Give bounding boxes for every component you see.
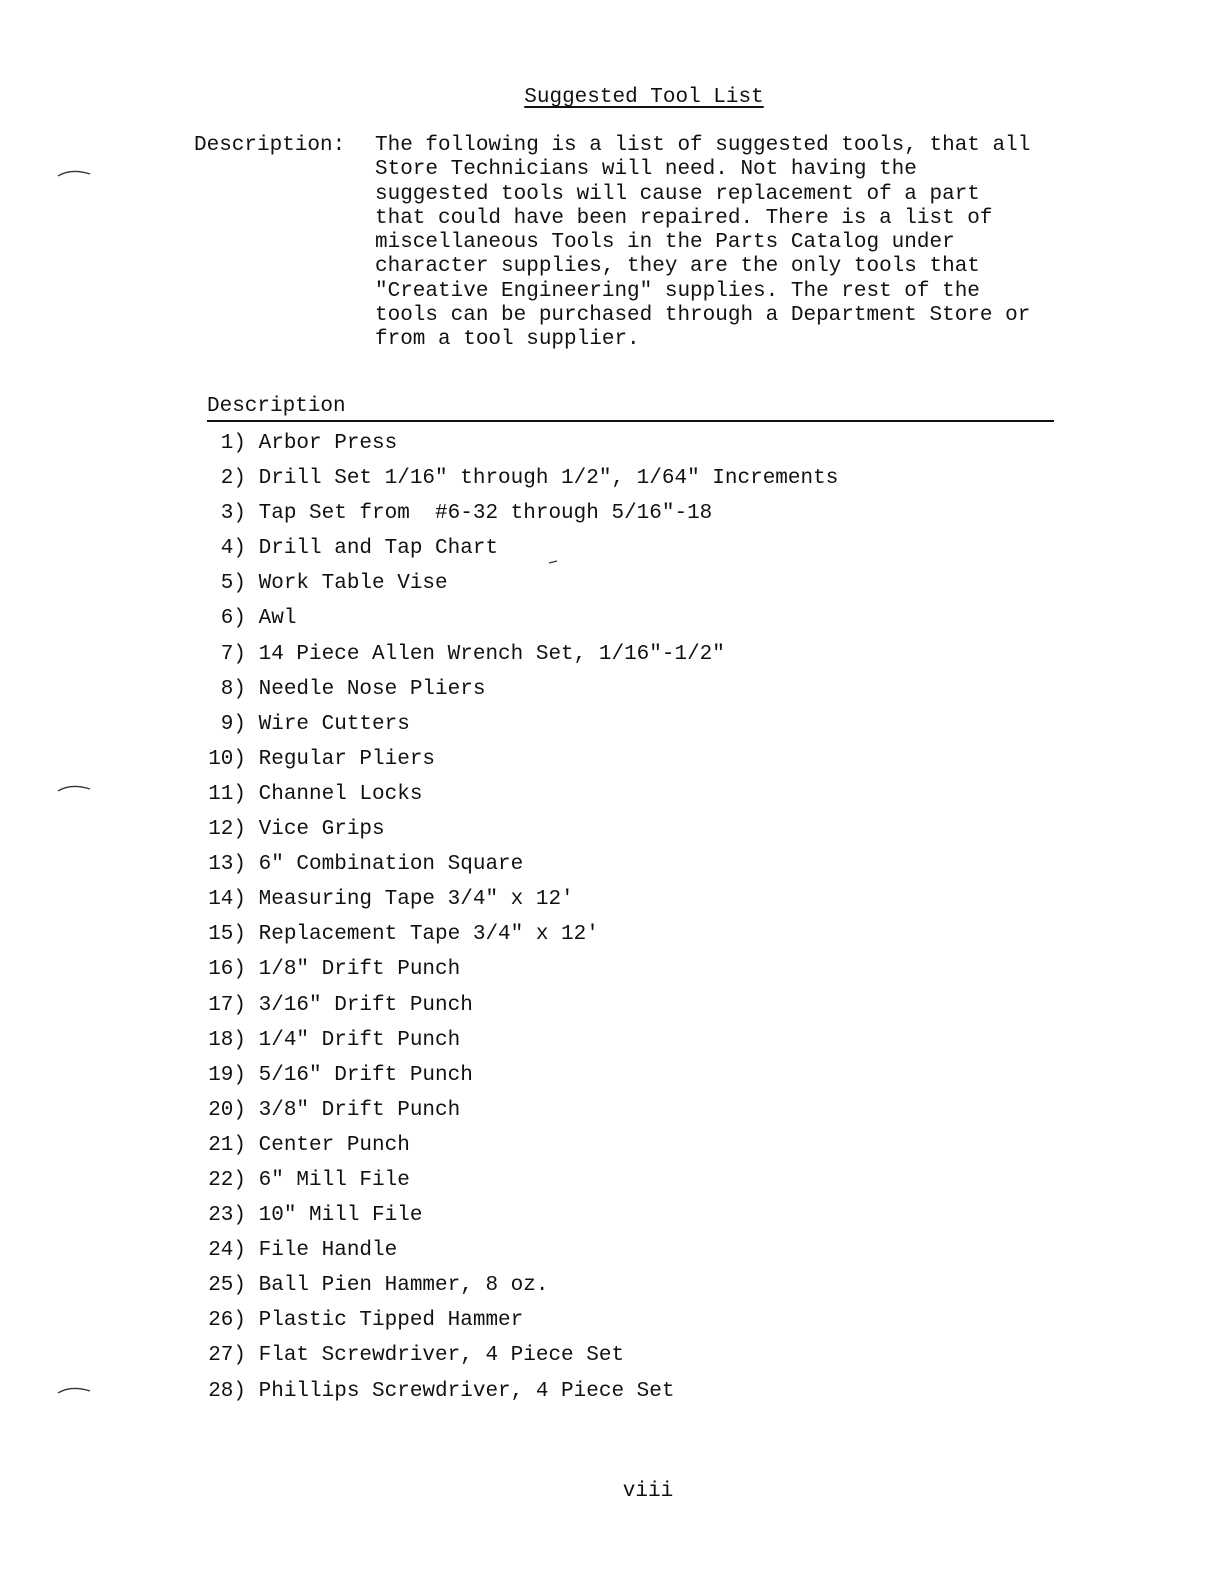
item-number: 15)	[208, 923, 246, 947]
item-number: 22)	[208, 1168, 246, 1192]
binder-hole-mark	[57, 1385, 91, 1395]
item-number: 26)	[208, 1309, 246, 1333]
item-name: Work Table Vise	[258, 572, 448, 596]
item-name: Flat Screwdriver, 4 Piece Set	[258, 1344, 625, 1368]
header-rule	[207, 420, 1054, 422]
item-name: 14 Piece Allen Wrench Set, 1/16"-1/2"	[258, 642, 725, 666]
item-name: Drill and Tap Chart	[258, 537, 499, 561]
description-text	[375, 134, 1135, 353]
item-number: 25)	[208, 1274, 246, 1298]
item-number: 23)	[208, 1204, 246, 1228]
item-number: 6)	[220, 607, 246, 631]
list-item	[190, 1271, 1090, 1306]
item-name: 1/4" Drift Punch	[258, 1028, 461, 1052]
item-name: Wire Cutters	[258, 712, 410, 736]
tool-list	[190, 429, 1090, 1412]
item-name: 5/16" Drift Punch	[258, 1063, 473, 1087]
list-item	[190, 1026, 1090, 1061]
list-item	[190, 534, 1090, 569]
item-name: 3/8" Drift Punch	[258, 1098, 461, 1122]
list-item	[190, 815, 1090, 850]
list-item	[190, 745, 1090, 780]
item-number: 20)	[208, 1098, 246, 1122]
list-column-header: Description	[207, 395, 346, 418]
item-number: 13)	[208, 853, 246, 877]
list-item	[190, 885, 1090, 920]
item-name: 10" Mill File	[258, 1204, 423, 1228]
description-line: tools can be purchased through a Department Store or	[375, 304, 1031, 328]
list-item	[190, 1236, 1090, 1271]
item-number: 16)	[208, 958, 246, 982]
item-name: Needle Nose Pliers	[258, 677, 486, 701]
description-label: Description:	[194, 134, 346, 157]
item-number: 1)	[220, 432, 246, 455]
item-number: 28)	[208, 1379, 246, 1403]
list-item	[190, 640, 1090, 675]
item-number: 17)	[208, 993, 246, 1017]
list-item	[190, 991, 1090, 1026]
list-item	[190, 1096, 1090, 1131]
item-number: 24)	[208, 1239, 246, 1263]
list-item	[190, 569, 1090, 604]
item-name: 3/16" Drift Punch	[258, 993, 473, 1017]
item-number: 7)	[220, 642, 246, 666]
list-item	[190, 1306, 1090, 1341]
item-name: Channel Locks	[258, 782, 423, 806]
item-number: 12)	[208, 818, 246, 842]
item-name: Awl	[258, 607, 297, 631]
item-name: Tap Set from #6-32 through 5/16"-18	[258, 502, 713, 526]
item-number: 19)	[208, 1063, 246, 1087]
item-number: 18)	[208, 1028, 246, 1052]
binder-hole-mark	[57, 783, 91, 793]
page-number: viii	[622, 1480, 674, 1503]
item-name: 6" Mill File	[258, 1168, 410, 1192]
description-line: that could have been repaired. There is a list of	[375, 206, 993, 230]
binder-hole-mark	[57, 168, 91, 178]
item-number: 5)	[220, 572, 246, 596]
item-name: Plastic Tipped Hammer	[258, 1309, 524, 1333]
item-number: 14)	[208, 888, 246, 912]
item-number: 27)	[208, 1344, 246, 1368]
list-item	[190, 429, 1090, 464]
list-item	[190, 1377, 1090, 1412]
item-number: 10)	[208, 747, 246, 771]
item-name: Regular Pliers	[258, 747, 436, 771]
list-item	[190, 604, 1090, 639]
description-line: "Creative Engineering" supplies. The rest of the	[375, 279, 980, 303]
list-item	[190, 710, 1090, 745]
list-item	[190, 675, 1090, 710]
list-item	[190, 1131, 1090, 1166]
list-item	[190, 780, 1090, 815]
item-name: Ball Pien Hammer, 8 oz.	[258, 1274, 549, 1298]
item-name: Drill Set 1/16" through 1/2", 1/64" Increments	[258, 467, 839, 491]
item-number: 3)	[220, 502, 246, 526]
item-name: 6" Combination Square	[258, 853, 524, 877]
list-item	[190, 955, 1090, 990]
item-number: 4)	[220, 537, 246, 561]
description-line: Store Technicians will need. Not having the	[375, 158, 917, 182]
description-line: miscellaneous Tools in the Parts Catalog under	[375, 231, 955, 255]
description-line: suggested tools will cause replacement of a part	[375, 182, 980, 206]
item-number: 2)	[220, 467, 246, 491]
page-title: Suggested Tool List	[524, 86, 764, 109]
item-name: Measuring Tape 3/4" x 12'	[258, 888, 574, 912]
item-number: 9)	[220, 712, 246, 736]
item-name: Phillips Screwdriver, 4 Piece Set	[258, 1379, 675, 1403]
list-item	[190, 1201, 1090, 1236]
description-line: from a tool supplier.	[375, 328, 640, 352]
list-item	[190, 499, 1090, 534]
item-name: File Handle	[258, 1239, 398, 1263]
item-name: Replacement Tape 3/4" x 12'	[258, 923, 599, 947]
item-name: Arbor Press	[258, 432, 398, 455]
list-item	[190, 850, 1090, 885]
item-number: 8)	[220, 677, 246, 701]
item-name: 1/8" Drift Punch	[258, 958, 461, 982]
list-item	[190, 464, 1090, 499]
item-name: Vice Grips	[258, 818, 385, 842]
list-item	[190, 1166, 1090, 1201]
list-item	[190, 920, 1090, 955]
description-line: The following is a list of suggested tools, that all	[375, 134, 1031, 157]
item-name: Center Punch	[258, 1133, 410, 1157]
item-number: 11)	[208, 782, 246, 806]
list-item	[190, 1341, 1090, 1376]
list-item	[190, 1061, 1090, 1096]
item-number: 21)	[208, 1133, 246, 1157]
description-line: character supplies, they are the only tools that	[375, 255, 980, 279]
